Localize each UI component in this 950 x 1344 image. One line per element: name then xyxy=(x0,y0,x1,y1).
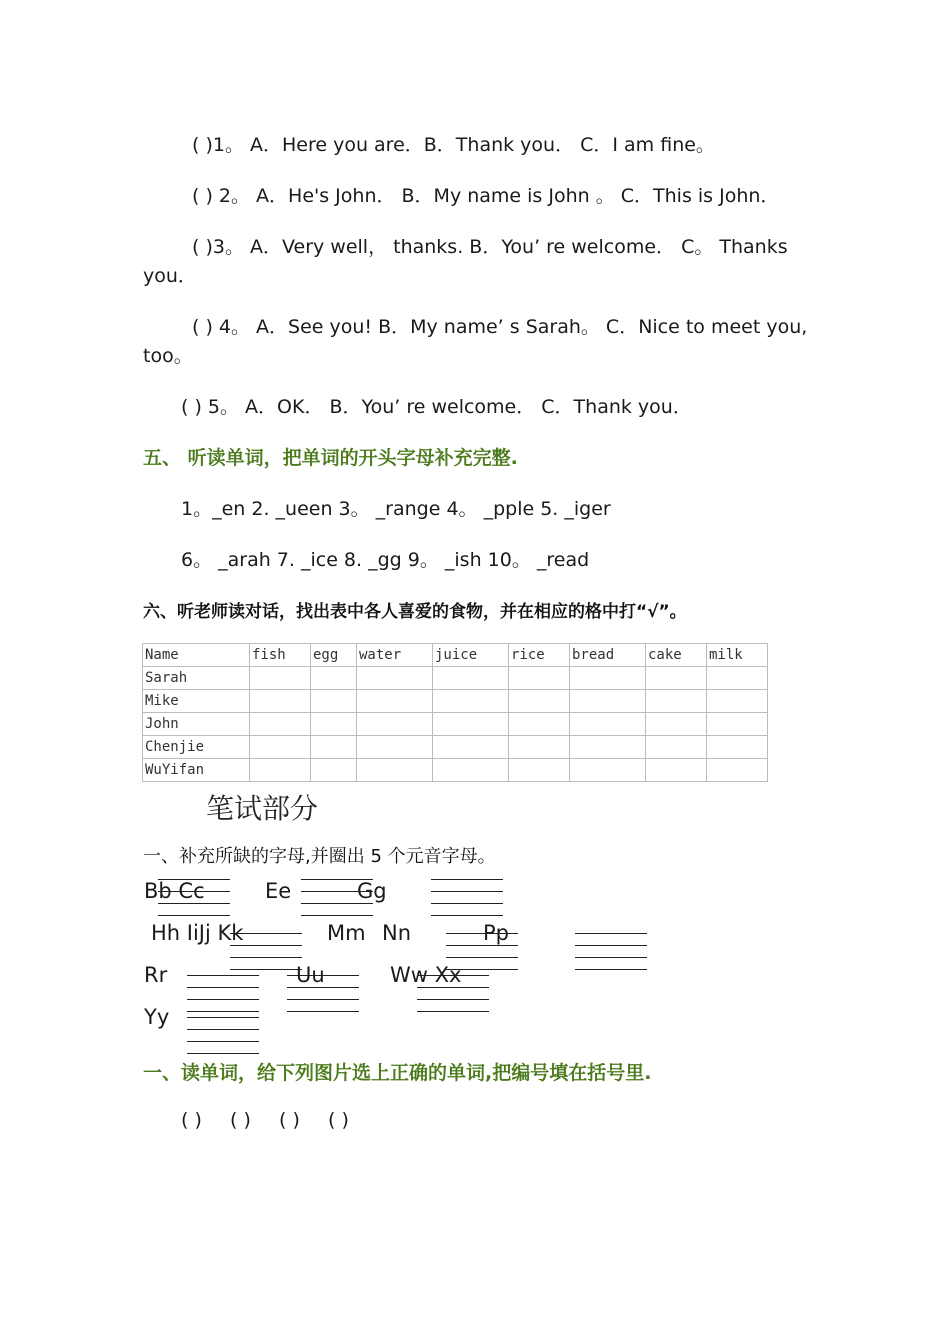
guide-line xyxy=(431,891,503,892)
guide-line xyxy=(417,999,489,1000)
check-cell[interactable] xyxy=(570,736,646,759)
letters-yy: Yy xyxy=(144,1005,170,1029)
table-row xyxy=(143,713,768,736)
check-cell[interactable] xyxy=(311,713,357,736)
check-cell[interactable] xyxy=(646,667,707,690)
answer-bracket-1[interactable]: ( ) xyxy=(181,1109,202,1131)
check-cell[interactable] xyxy=(311,759,357,782)
check-cell[interactable] xyxy=(250,736,311,759)
letters-ww-xx: Ww Xx xyxy=(390,963,462,987)
guide-line xyxy=(431,879,503,880)
guide-line xyxy=(158,879,230,880)
guide-line xyxy=(575,933,647,934)
written-part-title: 笔试部分 xyxy=(206,792,319,825)
question-5: ( ) 5。 A．OK． B．You’ re welcome． C．Thank you． xyxy=(181,396,692,418)
guide-line xyxy=(575,969,647,970)
header-cell: egg xyxy=(311,644,357,667)
check-cell[interactable] xyxy=(646,759,707,782)
name-cell: John xyxy=(143,713,250,736)
check-cell[interactable] xyxy=(250,667,311,690)
check-cell[interactable] xyxy=(433,713,509,736)
guide-line xyxy=(287,999,359,1000)
guide-line xyxy=(287,975,359,976)
letters-section-title: 一、补充所缺的字母,并圈出 5 个元音字母。 xyxy=(143,846,496,867)
guide-line xyxy=(301,891,373,892)
check-cell[interactable] xyxy=(357,667,433,690)
guide-line xyxy=(446,957,518,958)
header-cell: bread xyxy=(570,644,646,667)
check-cell[interactable] xyxy=(646,690,707,713)
question-4-continued: too。 xyxy=(143,345,193,367)
header-cell: fish xyxy=(250,644,311,667)
check-cell[interactable] xyxy=(433,690,509,713)
guide-line xyxy=(575,945,647,946)
guide-line xyxy=(230,957,302,958)
check-cell[interactable] xyxy=(250,759,311,782)
guide-line xyxy=(446,945,518,946)
letters-hh-ii-jj-kk: Hh IiJj Kk xyxy=(151,921,244,945)
check-cell[interactable] xyxy=(357,759,433,782)
guide-line xyxy=(158,915,230,916)
guide-line xyxy=(158,903,230,904)
check-cell[interactable] xyxy=(509,759,570,782)
check-cell[interactable] xyxy=(357,713,433,736)
header-cell: rice xyxy=(509,644,570,667)
guide-line xyxy=(417,975,489,976)
guide-line xyxy=(187,1017,259,1018)
check-cell[interactable] xyxy=(357,690,433,713)
guide-line xyxy=(287,1011,359,1012)
letters-bb-cc: Bb Cc xyxy=(144,879,205,903)
check-cell[interactable] xyxy=(707,690,768,713)
check-cell[interactable] xyxy=(311,690,357,713)
check-cell[interactable] xyxy=(509,690,570,713)
guide-line xyxy=(187,999,259,1000)
guide-line xyxy=(187,987,259,988)
check-cell[interactable] xyxy=(570,713,646,736)
name-cell: WuYifan xyxy=(143,759,250,782)
check-cell[interactable] xyxy=(311,667,357,690)
check-cell[interactable] xyxy=(570,759,646,782)
guide-line xyxy=(287,987,359,988)
letters-pp: Pp xyxy=(483,921,509,945)
guide-line xyxy=(431,915,503,916)
guide-line xyxy=(187,1053,259,1054)
check-cell[interactable] xyxy=(646,713,707,736)
guide-line xyxy=(187,1041,259,1042)
guide-line xyxy=(301,879,373,880)
letters-uu: Uu xyxy=(296,963,325,987)
answer-bracket-4[interactable]: ( ) xyxy=(328,1109,349,1131)
guide-line xyxy=(417,1011,489,1012)
letters-nn: Nn xyxy=(382,921,412,945)
guide-line xyxy=(575,957,647,958)
check-cell[interactable] xyxy=(250,713,311,736)
guide-line xyxy=(187,975,259,976)
check-cell[interactable] xyxy=(509,736,570,759)
question-2: ( ) 2。 A．He's John． B．My name is John 。 C．This is John． xyxy=(192,185,780,207)
picture-section-title: 一、读单词，给下列图片选上正确的单词,把编号填在括号里. xyxy=(143,1062,652,1084)
check-cell[interactable] xyxy=(707,759,768,782)
answer-bracket-2[interactable]: ( ) xyxy=(230,1109,251,1131)
table-row xyxy=(143,690,768,713)
question-3-continued: you． xyxy=(143,265,197,287)
name-cell: Mike xyxy=(143,690,250,713)
header-cell: juice xyxy=(433,644,509,667)
guide-line xyxy=(301,915,373,916)
check-cell[interactable] xyxy=(570,667,646,690)
guide-line xyxy=(230,933,302,934)
header-cell: milk xyxy=(707,644,768,667)
question-4: ( ) 4。 A．See you! B．My name’ s Sarah。 C．Nice to meet you, xyxy=(192,316,808,338)
guide-line xyxy=(431,903,503,904)
table-row xyxy=(143,759,768,782)
check-cell[interactable] xyxy=(707,736,768,759)
check-cell[interactable] xyxy=(570,690,646,713)
check-cell[interactable] xyxy=(509,713,570,736)
header-cell: cake xyxy=(646,644,707,667)
check-cell[interactable] xyxy=(250,690,311,713)
section-6-title: 六、听老师读对话，找出表中各人喜爱的食物，并在相应的格中打“√”。 xyxy=(143,602,687,622)
check-cell[interactable] xyxy=(707,713,768,736)
check-cell[interactable] xyxy=(433,736,509,759)
guide-line xyxy=(158,891,230,892)
guide-line xyxy=(446,969,518,970)
table-row xyxy=(143,736,768,759)
check-cell[interactable] xyxy=(433,759,509,782)
letters-ee: Ee xyxy=(265,879,292,903)
guide-line xyxy=(230,945,302,946)
food-preference-table xyxy=(142,643,768,782)
guide-line xyxy=(446,933,518,934)
section-5-line-2: 6。 _arah 7. _ice 8. _gg 9。 _ish 10。 _read xyxy=(181,549,590,571)
letters-mm: Mm xyxy=(327,921,366,945)
guide-line xyxy=(301,903,373,904)
table-header-row xyxy=(143,644,768,667)
letters-gg: Gg xyxy=(357,879,387,903)
check-cell[interactable] xyxy=(707,667,768,690)
section-5-line-1: 1。_en 2. _ueen 3。 _range 4。 _pple 5. _iger xyxy=(181,498,611,520)
question-3: ( )3。 A．Very well， thanks. B．You’ re welcome． C。 Thanks xyxy=(192,236,788,258)
question-1: ( )1。 A．Here you are．B．Thank you． C．I am fine。 xyxy=(192,134,715,156)
guide-line xyxy=(187,1011,259,1012)
check-cell[interactable] xyxy=(357,736,433,759)
guide-line xyxy=(230,969,302,970)
section-5-title: 五、 听读单词，把单词的开头字母补充完整. xyxy=(143,447,518,469)
check-cell[interactable] xyxy=(646,736,707,759)
header-cell: water xyxy=(357,644,433,667)
guide-line xyxy=(187,1029,259,1030)
answer-bracket-3[interactable]: ( ) xyxy=(279,1109,300,1131)
guide-line xyxy=(417,987,489,988)
name-cell: Sarah xyxy=(143,667,250,690)
check-cell[interactable] xyxy=(509,667,570,690)
table-row xyxy=(143,667,768,690)
header-cell: Name xyxy=(143,644,250,667)
check-cell[interactable] xyxy=(433,667,509,690)
letters-rr: Rr xyxy=(144,963,168,987)
check-cell[interactable] xyxy=(311,736,357,759)
name-cell: Chenjie xyxy=(143,736,250,759)
